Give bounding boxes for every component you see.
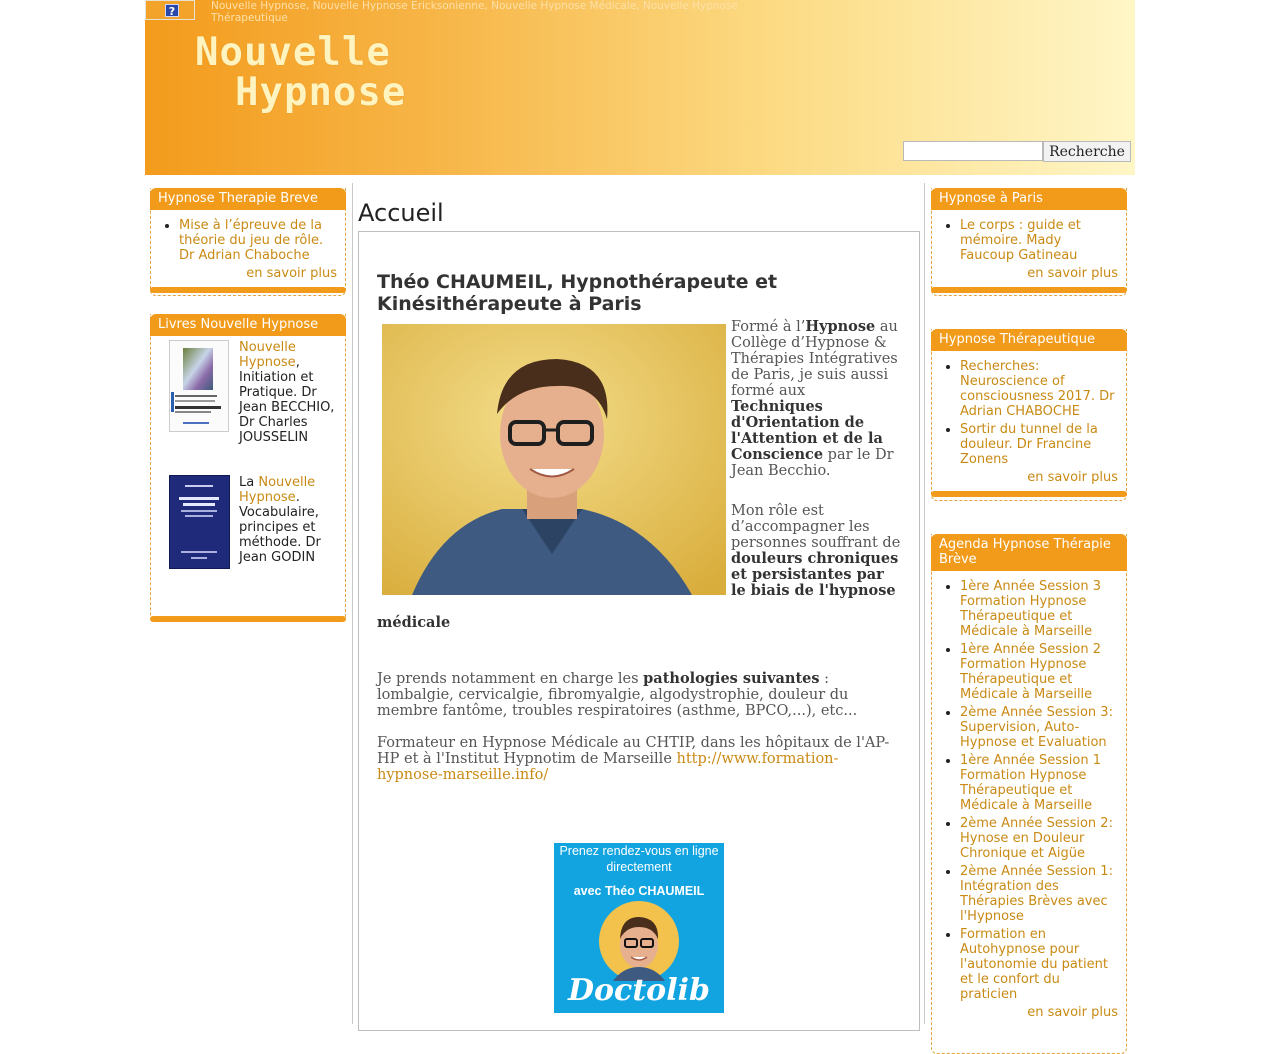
role-paragraph: Mon rôle est d’accompagner les personnes souffrant de douleurs chroniques et persistantes par le biais de l'hypnose <box>731 503 901 599</box>
formation-link[interactable]: http://www.formation-hypnose-marseille.info/ <box>377 751 839 783</box>
help-button[interactable] <box>145 0 195 20</box>
list-item <box>960 422 1118 467</box>
doctolib-avatar <box>599 901 679 981</box>
box-livres-nouvelle-hypnose <box>150 314 346 622</box>
book-cover-image[interactable] <box>169 475 230 569</box>
book-link[interactable]: Nouvelle Hypnose <box>239 340 296 370</box>
list-item <box>960 359 1118 419</box>
site-tagline: Nouvelle Hypnose, Nouvelle Hypnose Ericksonienne, Nouvelle Hypnose Médicale, Nouvelle Hypnose Thérapeutique <box>211 0 738 24</box>
box-title: Hypnose Therapie Breve <box>150 188 346 210</box>
list-item <box>179 218 337 263</box>
search-button[interactable]: Recherche <box>1043 141 1131 162</box>
more-link[interactable]: en savoir plus <box>1027 470 1118 485</box>
intro-paragraph: Formé à l’Hypnose au Collège d’Hypnose & Thérapies Intégratives de Paris, je suis aussi formé aux Techniques d'Orientation de l'Attention et de la Conscience par le Dr Jean Becchio. <box>731 318 898 479</box>
article-title: Théo CHAUMEIL, Hypnothérapeute et Kinésithérapeute à Paris <box>377 271 778 315</box>
role-paragraph-end: médicale <box>377 614 451 631</box>
trainer-paragraph: Formateur en Hypnose Médicale au CHTIP, dans les hôpitaux de l'AP-HP et à l'Institut Hypnotim de Marseille http://www.formation-hypnose-marseille.info/ <box>377 735 890 783</box>
box-footer-bar <box>931 491 1127 497</box>
doctolib-line1: Prenez rendez-vous en ligne directement <box>559 844 719 874</box>
site-header <box>145 0 1135 175</box>
article-link[interactable]: Sortir du tunnel de la douleur. Dr Francine Zonens <box>960 422 1098 467</box>
list-item <box>960 642 1118 702</box>
book-description: Nouvelle Hypnose, Initiation et Pratique. Dr Jean BECCHIO, Dr Charles JOUSSELIN <box>239 340 335 445</box>
list-item <box>960 816 1118 861</box>
book-description: La Nouvelle Hypnose. Vocabulaire, principes et méthode. Dr Jean GODIN <box>239 475 321 565</box>
box-title: Hypnose Thérapeutique <box>931 329 1127 351</box>
agenda-link[interactable]: 1ère Année Session 1 Formation Hypnose Thérapeutique et Médicale à Marseille <box>960 753 1101 813</box>
box-footer-bar <box>931 287 1127 293</box>
book-cover-image[interactable] <box>169 340 229 432</box>
article-link[interactable]: Mise à l’épreuve de la théorie du jeu de rôle. Dr Adrian Chaboche <box>179 218 324 263</box>
more-link[interactable]: en savoir plus <box>1027 1005 1118 1020</box>
doctolib-banner[interactable] <box>554 843 724 1013</box>
therapist-portrait-photo <box>382 324 726 595</box>
more-link[interactable]: en savoir plus <box>246 266 337 281</box>
agenda-link[interactable]: 2ème Année Session 1: Intégration des Thérapies Brèves avec l'Hypnose <box>960 864 1113 924</box>
list-item <box>960 579 1118 639</box>
box-title: Livres Nouvelle Hypnose <box>150 314 346 336</box>
box-hypnose-therapeutique <box>931 329 1127 501</box>
list-item <box>960 753 1118 813</box>
doctolib-line2: avec Théo CHAUMEIL <box>573 884 705 898</box>
list-item <box>960 864 1118 924</box>
box-footer-bar <box>150 616 346 622</box>
article-list <box>932 218 1126 263</box>
article-list <box>151 218 345 263</box>
agenda-link[interactable]: 2ème Année Session 2: Hynose en Douleur Chronique et Aigüe <box>960 816 1113 861</box>
box-title: Agenda Hypnose Thérapie Brève <box>931 534 1127 571</box>
logo-line-2[interactable]: Hypnose <box>235 70 407 115</box>
agenda-link[interactable]: 1ère Année Session 3 Formation Hypnose Thérapeutique et Médicale à Marseille <box>960 579 1101 639</box>
page-title: Accueil <box>358 199 444 227</box>
agenda-link[interactable]: 1ère Année Session 2 Formation Hypnose Thérapeutique et Médicale à Marseille <box>960 642 1101 702</box>
agenda-link[interactable]: Formation en Autohypnose pour l'autonomie du patient et le confort du praticien <box>960 927 1108 1002</box>
list-item <box>960 927 1118 1002</box>
box-hypnose-a-paris <box>931 188 1127 296</box>
doctolib-logo: Doctolib <box>568 973 710 1008</box>
list-item <box>960 705 1118 750</box>
box-agenda <box>931 534 1127 1054</box>
article-list <box>932 359 1126 467</box>
box-hypnose-therapie-breve <box>150 188 346 296</box>
article-link[interactable]: Le corps : guide et mémoire. Mady Faucoup Gatineau <box>960 218 1081 263</box>
box-title: Hypnose à Paris <box>931 188 1127 210</box>
book-link[interactable]: Nouvelle Hypnose <box>239 475 316 505</box>
agenda-list <box>932 579 1126 1002</box>
list-item <box>960 218 1118 263</box>
pathologies-paragraph: Je prends notamment en charge les pathologies suivantes : lombalgie, cervicalgie, fibromyalgie, algodystrophie, douleur du membre fantôme, troubles respiratoires (asthme, BPCO,...), etc... <box>377 670 858 719</box>
agenda-link[interactable]: 2ème Année Session 3: Supervision, Auto-Hypnose et Evaluation <box>960 705 1113 750</box>
help-icon[interactable]: ? <box>165 4 179 17</box>
column-divider <box>352 183 353 1024</box>
article-link[interactable]: Recherches: Neuroscience of consciousness 2017. Dr Adrian CHABOCHE <box>960 359 1115 419</box>
box-footer-bar <box>150 287 346 293</box>
search-input[interactable] <box>903 141 1043 161</box>
logo-line-1[interactable]: Nouvelle <box>195 30 391 75</box>
column-divider <box>924 183 925 1024</box>
more-link[interactable]: en savoir plus <box>1027 266 1118 281</box>
